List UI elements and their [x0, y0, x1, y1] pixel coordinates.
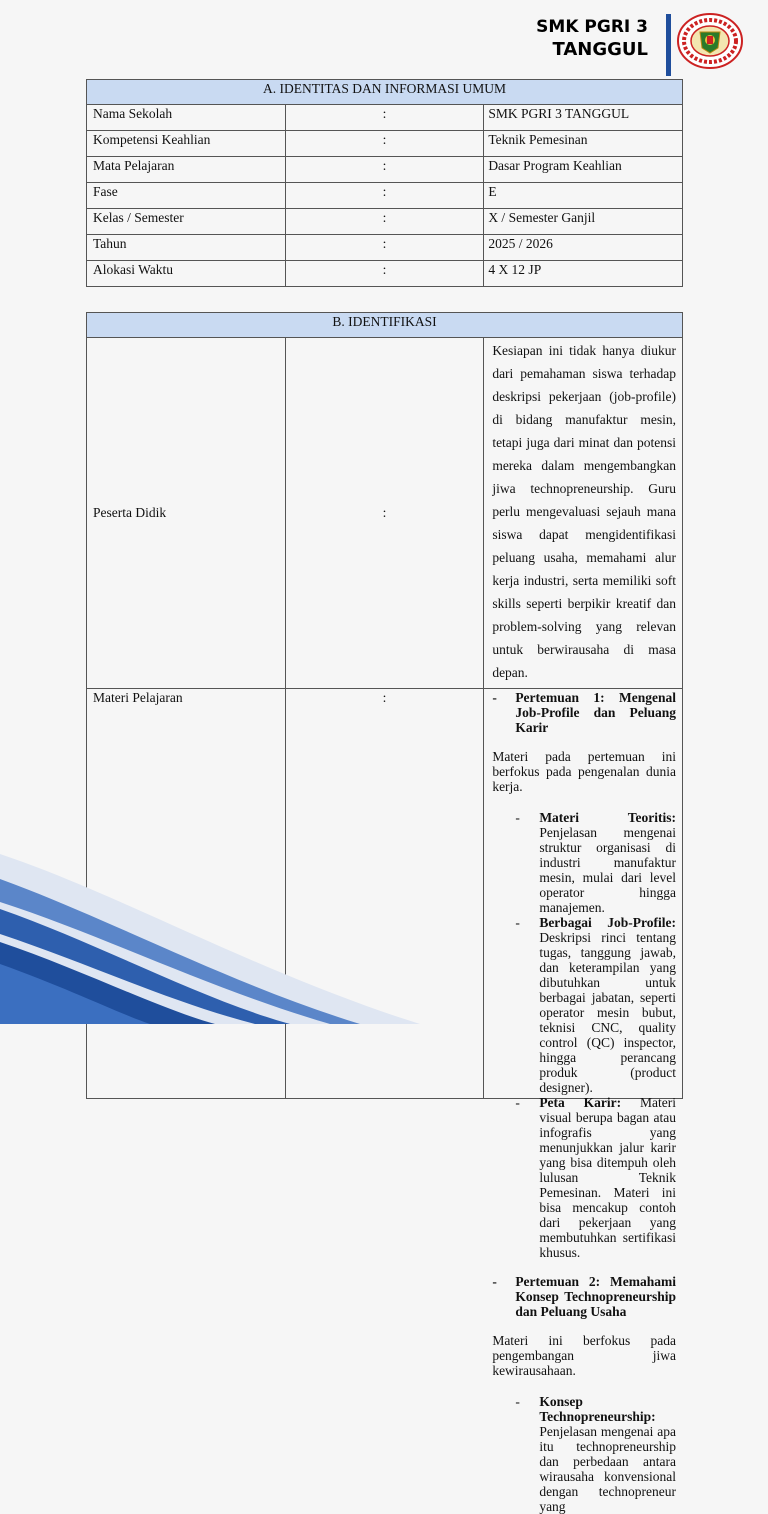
table-row: [87, 131, 683, 157]
table-row: [87, 105, 683, 131]
meeting-2-heading: [492, 1274, 676, 1319]
table-row: [87, 183, 683, 209]
colon: :: [285, 131, 484, 157]
section-b-title: B. IDENTIFIKASI: [87, 313, 683, 338]
colon: :: [285, 261, 484, 287]
meeting-1-heading: [492, 690, 676, 735]
row-value: 2025 / 2026: [484, 235, 683, 261]
materi-label: Materi Pelajaran: [87, 689, 286, 1099]
bullet-dash: -: [492, 1274, 497, 1289]
row-label: Mata Pelajaran: [87, 157, 286, 183]
colon: :: [285, 105, 484, 131]
section-a-title: A. IDENTITAS DAN INFORMASI UMUM: [87, 80, 683, 105]
peserta-label: Peserta Didik: [87, 338, 286, 689]
meeting-1-intro: Materi pada pertemuan ini berfokus pada pengenalan dunia kerja.: [492, 749, 676, 794]
row-value: SMK PGRI 3 TANGGUL: [484, 105, 683, 131]
row-value: Teknik Pemesinan: [484, 131, 683, 157]
meeting-1-title: Pertemuan 1: Mengenal Job-Profile dan Peluang Karir: [515, 690, 676, 735]
school-name-line1: SMK PGRI 3: [536, 17, 648, 37]
header-accent-bar: [666, 14, 671, 76]
peserta-cell: [484, 338, 683, 689]
row-label: Nama Sekolah: [87, 105, 286, 131]
colon: :: [285, 209, 484, 235]
item-term: Materi Teoritis:: [539, 810, 676, 825]
row-label: Fase: [87, 183, 286, 209]
list-item: [515, 1095, 676, 1260]
school-name-line2: TANGGUL: [552, 39, 648, 60]
meeting-2-title: Pertemuan 2: Memahami Konsep Technopreneurship dan Peluang Usaha: [515, 1274, 676, 1319]
bullet-dash: -: [515, 810, 520, 825]
colon: :: [285, 235, 484, 261]
item-desc: Materi visual berupa bagan atau infografis yang menunjukkan jalur karir yang bisa ditempuh oleh lulusan Teknik Pemesinan. Materi ini bisa mencakup contoh dari pekerjaan yang membutuhkan sertifikasi khusus.: [539, 1095, 676, 1260]
decorative-wave: [0, 824, 768, 1024]
item-desc: Penjelasan mengenai apa itu technopreneurship dan perbedaan antara wirausaha konvensional dengan technopreneur yang: [539, 1424, 676, 1514]
table-row: [87, 261, 683, 287]
row-label: Tahun: [87, 235, 286, 261]
bullet-dash: -: [515, 915, 520, 930]
row-value: X / Semester Ganjil: [484, 209, 683, 235]
colon: :: [285, 183, 484, 209]
meeting-2-intro: Materi ini berfokus pada pengembangan jiwa kewirausahaan.: [492, 1333, 676, 1378]
table-row: [87, 235, 683, 261]
item-desc: Penjelasan mengenai struktur organisasi di industri manufaktur mesin, mulai dari level operator hingga manajemen.: [539, 825, 676, 915]
table-row: [87, 157, 683, 183]
item-term: Konsep Technopreneurship:: [539, 1394, 656, 1424]
table-row: [87, 209, 683, 235]
row-value: E: [484, 183, 683, 209]
bullet-dash: -: [515, 1095, 520, 1110]
row-label: Alokasi Waktu: [87, 261, 286, 287]
list-item: [515, 1394, 676, 1514]
item-term: Peta Karir:: [539, 1095, 622, 1110]
table-row-peserta: [87, 338, 683, 689]
peserta-text: Kesiapan ini tidak hanya diukur dari pemahaman siswa terhadap deskripsi pekerjaan (job-profile) di bidang manufaktur mesin, tetapi juga dari minat dan potensi mereka dalam mengembangkan jiwa technopreneurship. Guru perlu mengevaluasi sejauh mana siswa dapat mengidentifikasi peluang usaha, memahami alur kerja industri, serta memiliki soft skills seperti berpikir kreatif dan problem-solving yang relevan untuk berwirausaha di masa depan.: [492, 343, 676, 680]
row-label: Kompetensi Keahlian: [87, 131, 286, 157]
row-value: Dasar Program Keahlian: [484, 157, 683, 183]
item-desc: Deskripsi rinci tentang tugas, tanggung jawab, dan keterampilan yang dibutuhkan untuk berbagai jabatan, seperti operator mesin bubut, teknisi CNC, quality control (QC) inspector, hingga perancang produk (product designer).: [539, 930, 676, 1095]
colon: :: [285, 689, 484, 1099]
colon: :: [285, 157, 484, 183]
school-name: [536, 16, 648, 62]
meeting-2-list: [492, 1394, 676, 1514]
item-term: Berbagai Job-Profile:: [539, 915, 676, 930]
row-value: 4 X 12 JP: [484, 261, 683, 287]
bullet-dash: -: [515, 1394, 520, 1409]
identity-table: [86, 79, 683, 287]
colon: :: [285, 338, 484, 689]
school-logo-icon: [676, 12, 744, 70]
bullet-dash: -: [492, 690, 497, 705]
row-label: Kelas / Semester: [87, 209, 286, 235]
